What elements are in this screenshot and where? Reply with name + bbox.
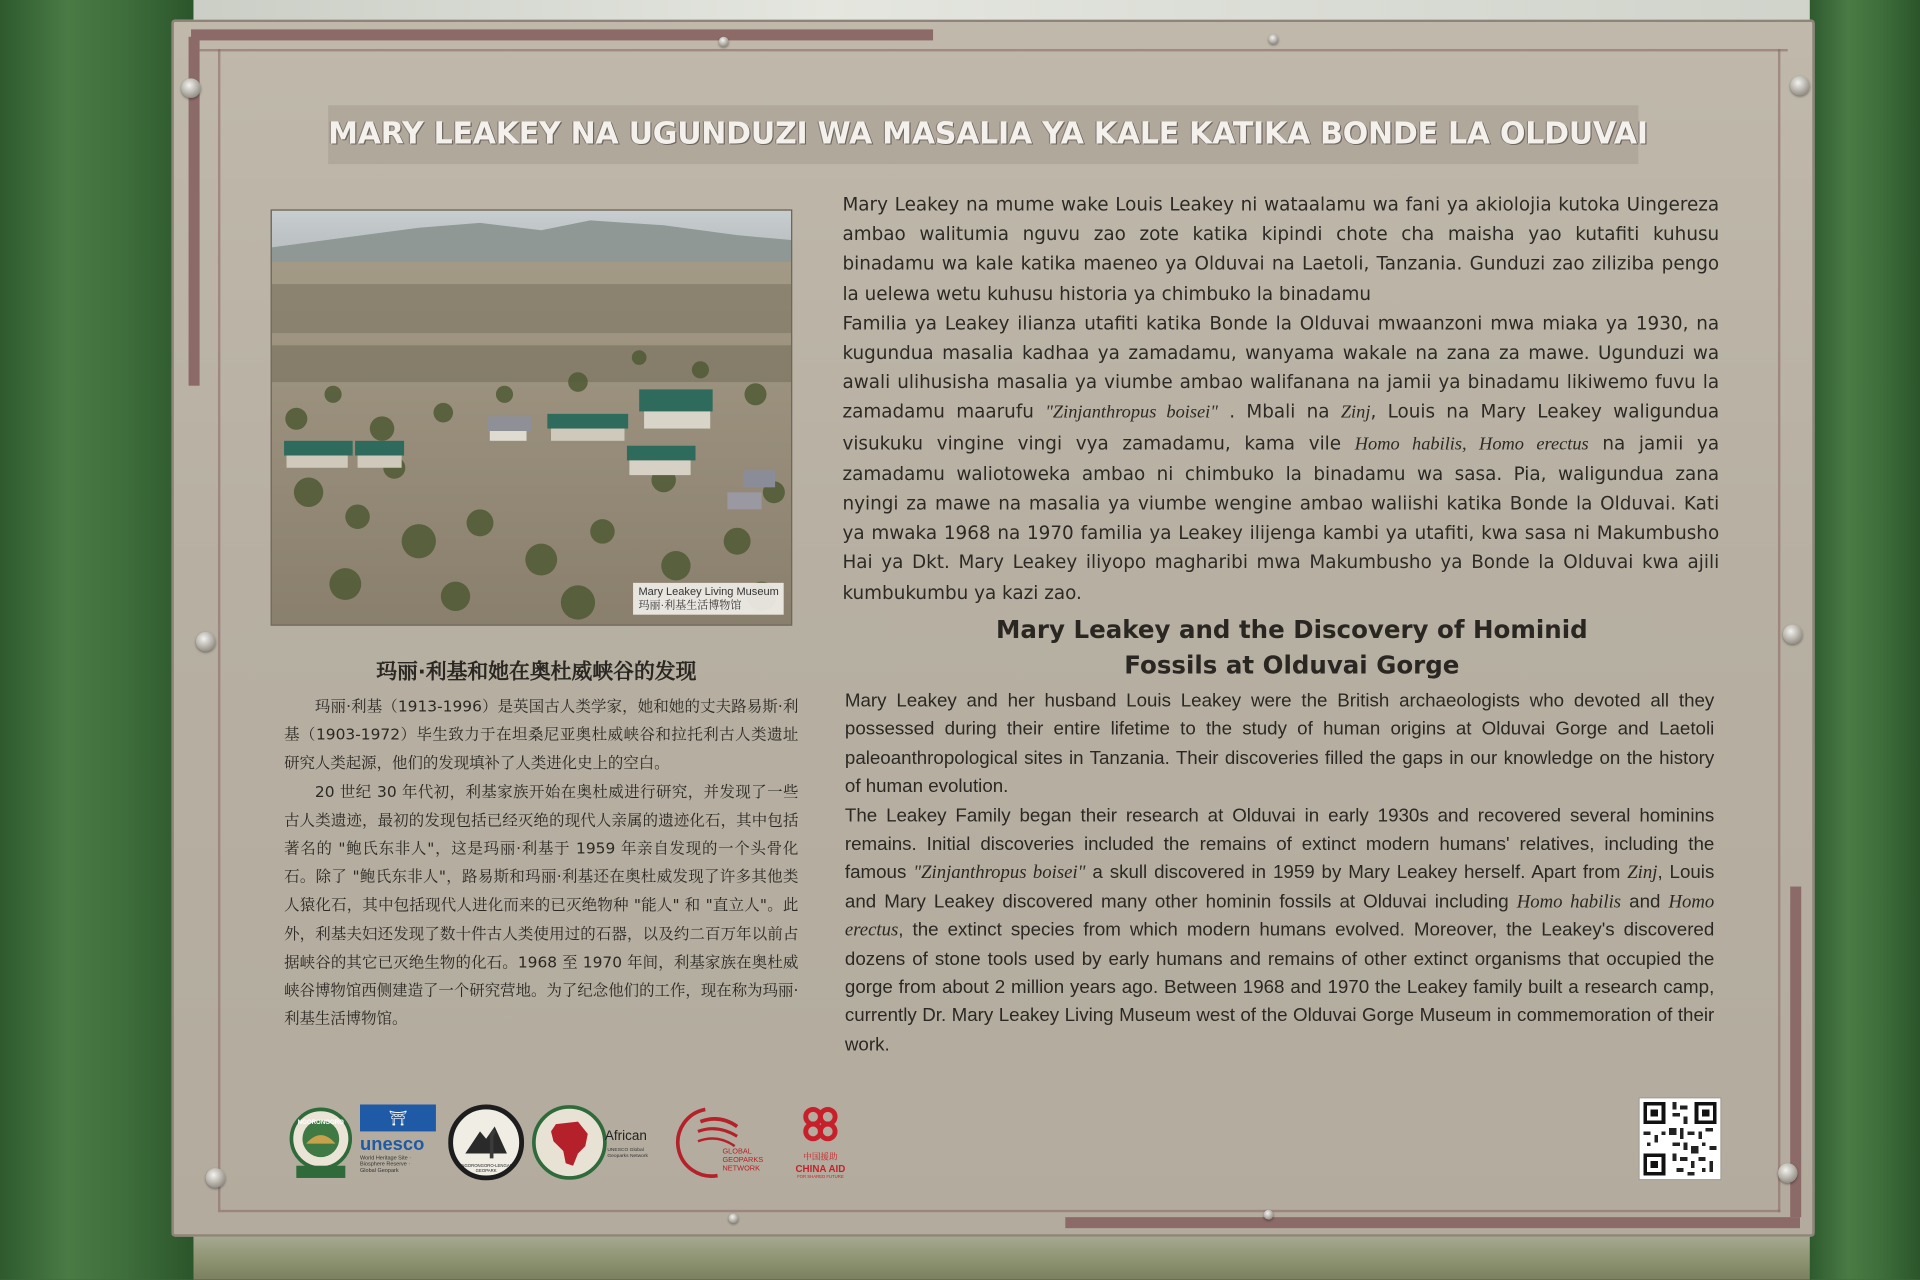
rivet-small-bottom-right	[1264, 1210, 1274, 1220]
ngorongoro-label: NGORONGORO	[297, 1119, 344, 1127]
qr-code[interactable]	[1638, 1097, 1721, 1180]
ground-foliage	[184, 1234, 1825, 1279]
aerial-photo-museum	[271, 209, 793, 625]
english-paragraph-2: The Leakey Family began their research at Olduvai in early 1930s and recovered several hominins remains. Initial discoveries included the remains of extinct modern humans' relatives, including the famous "Zinjanthropus boisei" a skull discovered in 1959 by Mary Leakey herself. Apart from Zinj, Louis and Mary Leakey discovered many other hominin fossils at Olduvai including Homo habilis and Homo erectus, the extinct species from which modern humans evolved. Moreover, the Leakey's discovered dozens of stone tools used by early humans and remains of other extinct organisms that occupied the gorge from about 2 million years ago. Between 1968 and 1970 the Leakey family built a research camp, currently Dr. Mary Leakey Living Museum west of the Olduvai Gorge Museum in commemoration of their work.	[844, 805, 1715, 1056]
ngorongoro-emblem-icon	[289, 1104, 353, 1180]
chinese-text-block	[284, 692, 798, 1033]
rivet-top-left	[181, 78, 201, 98]
swahili-text-block	[842, 190, 1719, 607]
unesco-temple-icon: ⛩	[360, 1104, 436, 1131]
english-heading	[845, 612, 1739, 683]
inner-frame-line-bottom	[220, 1210, 1780, 1212]
english-text-block	[845, 687, 1714, 1060]
ngorongoro-lengai-geopark-logo	[448, 1104, 524, 1180]
china-aid-logo	[784, 1104, 857, 1180]
rivet-top-right	[1790, 76, 1810, 96]
photo-caption-chinese: 玛丽·利基生活博物馆	[638, 598, 742, 612]
decorative-stripe-bottom	[1065, 1217, 1800, 1228]
inner-frame-line-top	[196, 49, 1788, 51]
inner-frame-line-right	[1778, 49, 1780, 1212]
english-paragraph-1: Mary Leakey and her husband Louis Leakey were the British archaeologists who devoted all they possessed during their entire lifetime to the study of human origins at Olduvai Gorge and Laetoli paleoanthropological sites in Tanzania. Their discoveries filled the gaps in our knowledge on the history of human evolution.	[844, 690, 1715, 798]
english-heading-line-1: Mary Leakey and the Discovery of Hominid	[996, 614, 1588, 645]
partner-logos	[289, 1104, 865, 1185]
global-geoparks-network-logo	[669, 1104, 764, 1180]
swahili-paragraph-2: Familia ya Leakey ilianza utafiti katika Bonde la Olduvai mwaanzoni mwa miaka ya 1930, na kugundua masalia kadhaa ya zamadamu, wanyama wakale na zana za mawe. Ugunduzi wa awali ulihusisha masalia ya viumbe ambao walifanana na jamii ya binadamu likiwemo fuvu la zamadamu maarufu "Zinjanthropus boisei" . Mbali na Zinj, Louis na Mary Leakey waligundua visukuku vingine vingi vya zamadamu, kama vile Homo habilis, Homo erectus na jamii ya zamadamu waliotoweka ambao ni chimbuko la binadamu wa sasa. Pia, waligundua zana nyingi za mawe na masalia ya viumbe wengine ambao waliishi katika Bonde la Olduvai. Kati ya mwaka 1968 na 1970 familia ya Leakey ilijenga kambi ya utafiti, kwa sasa ni Makumbusho Hai ya Dkt. Mary Leakey iliyopo magharibi mwa Makumbusho ya Bonde la Olduvai kwa ajili kumbukumbu ya kazi zao.	[842, 312, 1720, 604]
sign-title: MARY LEAKEY NA UGUNDUZI WA MASALIA YA KALE KATIKA BONDE LA OLDUVAI	[328, 115, 1648, 151]
china-aid-sub: FOR SHARED FUTURE	[797, 1174, 844, 1180]
right-green-post	[1810, 0, 1920, 1280]
rivet-small-top-right	[1269, 34, 1279, 44]
chinese-paragraph-1: 玛丽·利基（1913-1996）是英国古人类学家，她和她的丈夫路易斯·利基（1903-1972）毕生致力于在坦桑尼亚奥杜威峡谷和拉托利古人类遗址研究人类起源，他们的发现填补了人类进化史上的空白。	[284, 696, 799, 772]
left-green-post	[0, 0, 193, 1280]
china-aid-chinese: 中国援助	[803, 1152, 838, 1163]
chinese-paragraph-2: 20 世纪 30 年代初，利基家族开始在奥杜威进行研究，并发现了一些古人类遗迹，最初的发现包括已经灭绝的现代人亲属的遗迹化石，其中包括著名的 "鲍氏东非人"，这是玛丽·利基于 1959 年亲自发现的一个头骨化石。除了 "鲍氏东非人"，路易斯和玛丽·利基还在奥杜威发现了许多其他类人猿化石，其中包括现代人进化而来的已灭绝物种 "能人" 和 "直立人"。此外，利基夫妇还发现了数十件古人类使用过的石器，以及约二百万年以前占据峡谷的其它已灭绝生物的化石。1968 至 1970 年间，利基家族在奥杜威峡谷博物馆西侧建造了一个研究营地。为了纪念他们的工作，现在称为玛丽·利基生活博物馆。	[284, 781, 799, 1028]
inner-frame-line-left	[218, 49, 220, 1212]
unesco-sublabel: World Heritage Site · Biosphere Reserve · Global Geopark	[360, 1154, 412, 1174]
photo-caption-english: Mary Leakey Living Museum	[638, 585, 779, 598]
rivet-mid-left	[196, 632, 216, 652]
african-geoparks-logo	[531, 1104, 658, 1180]
unesco-logo	[360, 1104, 438, 1182]
lengai-label: NGORONGORO-LENGAI GEOPARK	[461, 1163, 511, 1174]
african-label: African	[604, 1128, 647, 1144]
rivet-bottom-left	[206, 1168, 226, 1188]
unesco-label: unesco	[360, 1133, 425, 1155]
ngorongoro-logo	[289, 1104, 353, 1180]
english-heading-line-2: Fossils at Olduvai Gorge	[1124, 650, 1460, 680]
rivet-small-bottom-center	[729, 1213, 739, 1223]
african-sublabel: UNESCO Global Geoparks Network	[607, 1146, 648, 1159]
ggn-label: GLOBAL GEOPARKS NETWORK	[722, 1148, 764, 1174]
china-aid-knot-icon	[796, 1104, 845, 1146]
africa-map-icon	[531, 1104, 607, 1180]
rivet-mid-right	[1783, 624, 1803, 644]
china-aid-english: CHINA AID	[795, 1163, 846, 1175]
chinese-heading: 玛丽·利基和她在奥杜威峡谷的发现	[376, 660, 697, 685]
swahili-paragraph-1: Mary Leakey na mume wake Louis Leakey ni wataalamu wa fani ya akiolojia kutoka Uingereza ambao walitumia nguvu zao zote katika kipindi chote cha maisha yao kutafiti kuhusu binadamu wa kale katika maeneo ya Olduvai na Laetoli, Tanzania. Gunduzi zao ziliziba pengo la uelewa wetu kuhusu historia ya chimbuko la binadamu	[842, 193, 1720, 305]
qr-code-pattern-icon	[1640, 1098, 1721, 1179]
photo-caption	[634, 583, 784, 615]
decorative-stripe-top	[191, 29, 933, 40]
rivet-bottom-right	[1778, 1163, 1798, 1183]
aerial-landscape-illustration	[272, 211, 791, 625]
rivet-small-top-center	[719, 37, 729, 47]
